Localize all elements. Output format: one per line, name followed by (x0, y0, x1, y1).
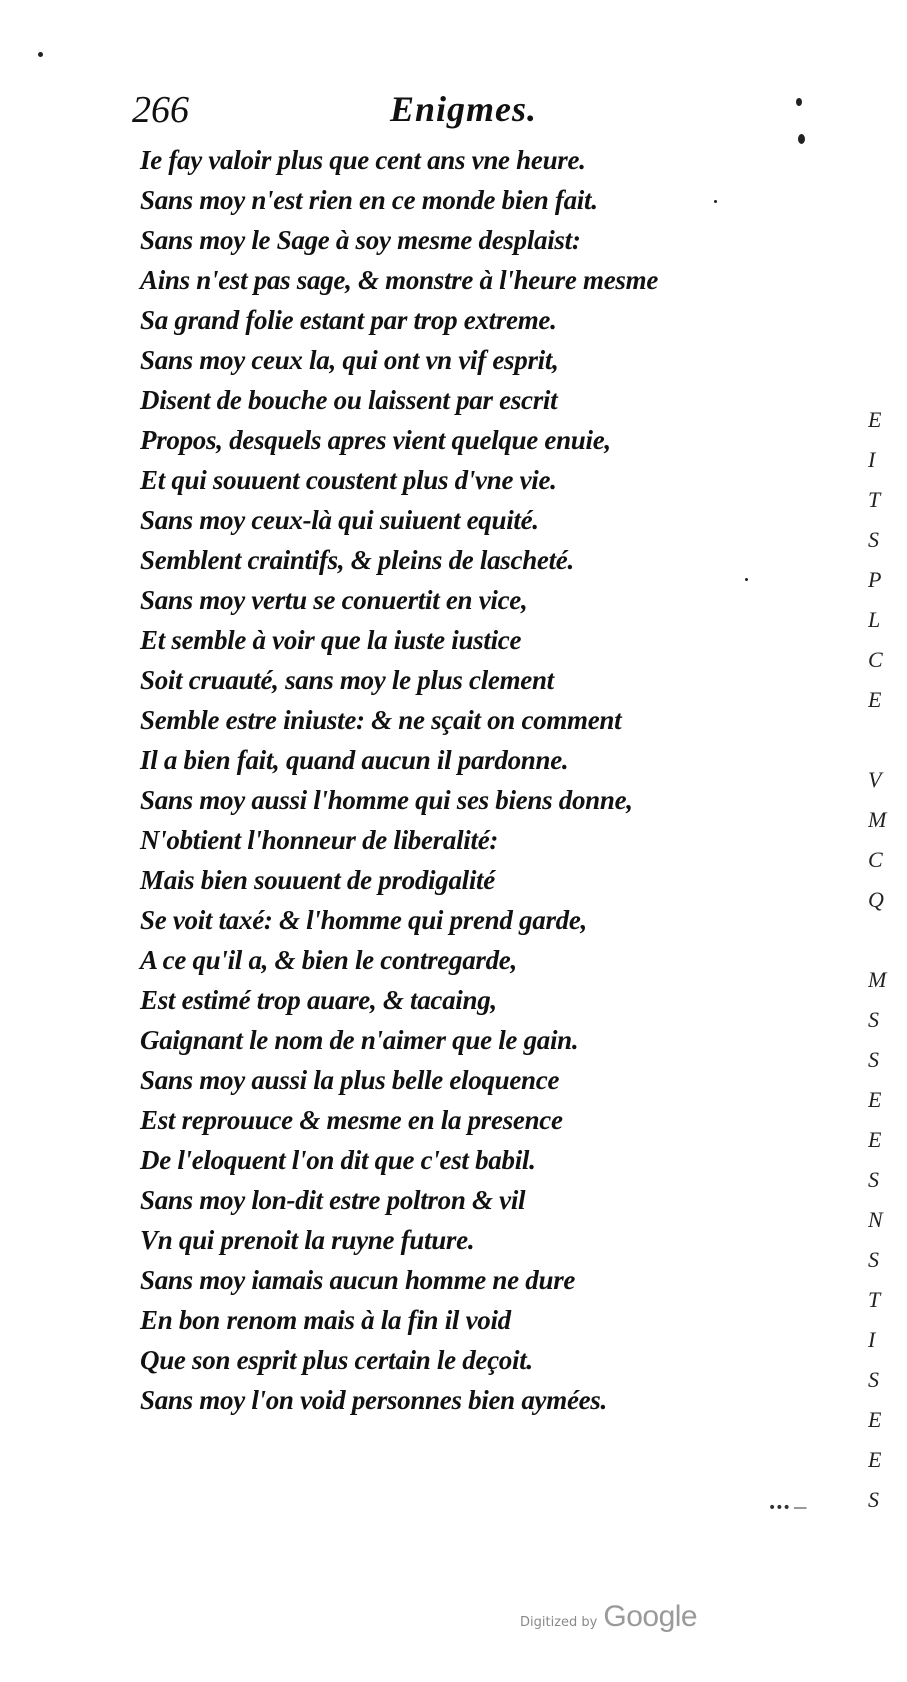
edge-glyph: S (868, 527, 879, 552)
edge-glyph: E (868, 1447, 882, 1472)
edge-glyph (868, 160, 907, 200)
edge-glyph: E (868, 687, 882, 712)
edge-glyph: S (868, 1487, 879, 1512)
ink-smudge: ••• — (768, 1500, 807, 1516)
verse-line: Que son esprit plus certain le deçoit. (140, 1345, 533, 1375)
verse-line: Soit cruauté, sans moy le plus clement (140, 665, 554, 695)
verse-line: Et qui souuent coustent plus d'vne vie. (140, 465, 557, 495)
edge-glyph: C (868, 647, 883, 672)
verse-line: Il a bien fait, quand aucun il pardonne. (140, 745, 569, 775)
edge-glyph: T (868, 1287, 881, 1312)
verse-line: Sans moy aussi la plus belle eloquence (140, 1065, 560, 1095)
verse-line: Est estimé trop auare, & tacaing, (140, 985, 497, 1015)
ink-speck (796, 98, 802, 106)
running-head: Enigmes. (390, 89, 538, 129)
edge-glyph: I (868, 1327, 876, 1352)
verse-line: Mais bien souuent de prodigalité (140, 865, 495, 895)
edge-glyph (868, 200, 907, 240)
edge-glyph (868, 240, 907, 280)
verse-body (140, 140, 820, 1420)
edge-glyph (868, 920, 907, 960)
verse-line: Semble estre iniuste: & ne sçait on comment (140, 705, 622, 735)
verse-line: Semblent craintifs, & pleins de lascheté. (140, 545, 574, 575)
verse-line: Sans moy l'on void personnes bien aymées. (140, 1385, 607, 1415)
google-logo: Google (603, 1600, 698, 1633)
edge-glyph: Q (868, 887, 884, 912)
edge-glyph (868, 280, 907, 320)
edge-glyph: M (868, 967, 887, 992)
ink-speck (38, 52, 43, 57)
verse-line: De l'eloquent l'on dit que c'est babil. (140, 1145, 536, 1175)
verse-line: Gaignant le nom de n'aimer que le gain. (140, 1025, 579, 1055)
verse-line: Sans moy n'est rien en ce monde bien fait. (140, 185, 598, 215)
edge-glyph: S (868, 1247, 879, 1272)
verse-line: N'obtient l'honneur de liberalité: (140, 825, 499, 855)
edge-glyph: I (868, 447, 876, 472)
verse-line: Sans moy iamais aucun homme ne dure (140, 1265, 576, 1295)
edge-glyph: N (868, 1207, 883, 1232)
facing-page-edge (868, 160, 907, 1520)
edge-glyph: E (868, 407, 882, 432)
edge-glyph: S (868, 1367, 879, 1392)
verse-line: Est reprouuce & mesme en la presence (140, 1105, 563, 1135)
verse-line: Sans moy vertu se conuertit en vice, (140, 585, 528, 615)
verse-line: Sans moy le Sage à soy mesme desplaist: (140, 225, 581, 255)
verse-line: Propos, desquels apres vient quelque enuie, (140, 425, 611, 455)
verse-line: Se voit taxé: & l'homme qui prend garde, (140, 905, 587, 935)
verse-line: Ains n'est pas sage, & monstre à l'heure mesme (140, 265, 659, 295)
edge-glyph: E (868, 1127, 882, 1152)
verse-line: Et semble à voir que la iuste iustice (140, 625, 522, 655)
edge-glyph: S (868, 1167, 879, 1192)
verse-line: A ce qu'il a, & bien le contregarde, (140, 945, 517, 975)
verse-line: Sans moy ceux la, qui ont vn vif esprit, (140, 345, 559, 375)
verse-line: Sa grand folie estant par trop extreme. (140, 305, 557, 335)
verse-line: Disent de bouche ou laissent par escrit (140, 385, 558, 415)
edge-glyph: V (868, 767, 882, 792)
edge-glyph: T (868, 487, 881, 512)
edge-glyph: S (868, 1047, 879, 1072)
verse-line: Sans moy aussi l'homme qui ses biens donne, (140, 785, 633, 815)
digitized-watermark (520, 1600, 697, 1640)
verse-line: Sans moy ceux-là qui suiuent equité. (140, 505, 539, 535)
verse-line: Sans moy lon-dit estre poltron & vil (140, 1185, 526, 1215)
digitized-by-label: Digitized by (520, 1615, 598, 1630)
verse-line: Ie fay valoir plus que cent ans vne heure. (140, 145, 586, 175)
edge-glyph: E (868, 1087, 882, 1112)
edge-glyph: C (868, 847, 883, 872)
edge-glyph: P (868, 567, 882, 592)
page-number: 266 (132, 89, 189, 131)
edge-glyph: E (868, 1407, 882, 1432)
page-header (132, 88, 582, 140)
edge-glyph (868, 320, 907, 360)
verse-line: Vn qui prenoit la ruyne future. (140, 1225, 475, 1255)
verse-line: En bon renom mais à la fin il void (140, 1305, 511, 1335)
edge-glyph (868, 360, 907, 400)
edge-glyph (868, 720, 907, 760)
edge-glyph: M (868, 807, 887, 832)
edge-glyph: L (868, 607, 881, 632)
edge-glyph: S (868, 1007, 879, 1032)
